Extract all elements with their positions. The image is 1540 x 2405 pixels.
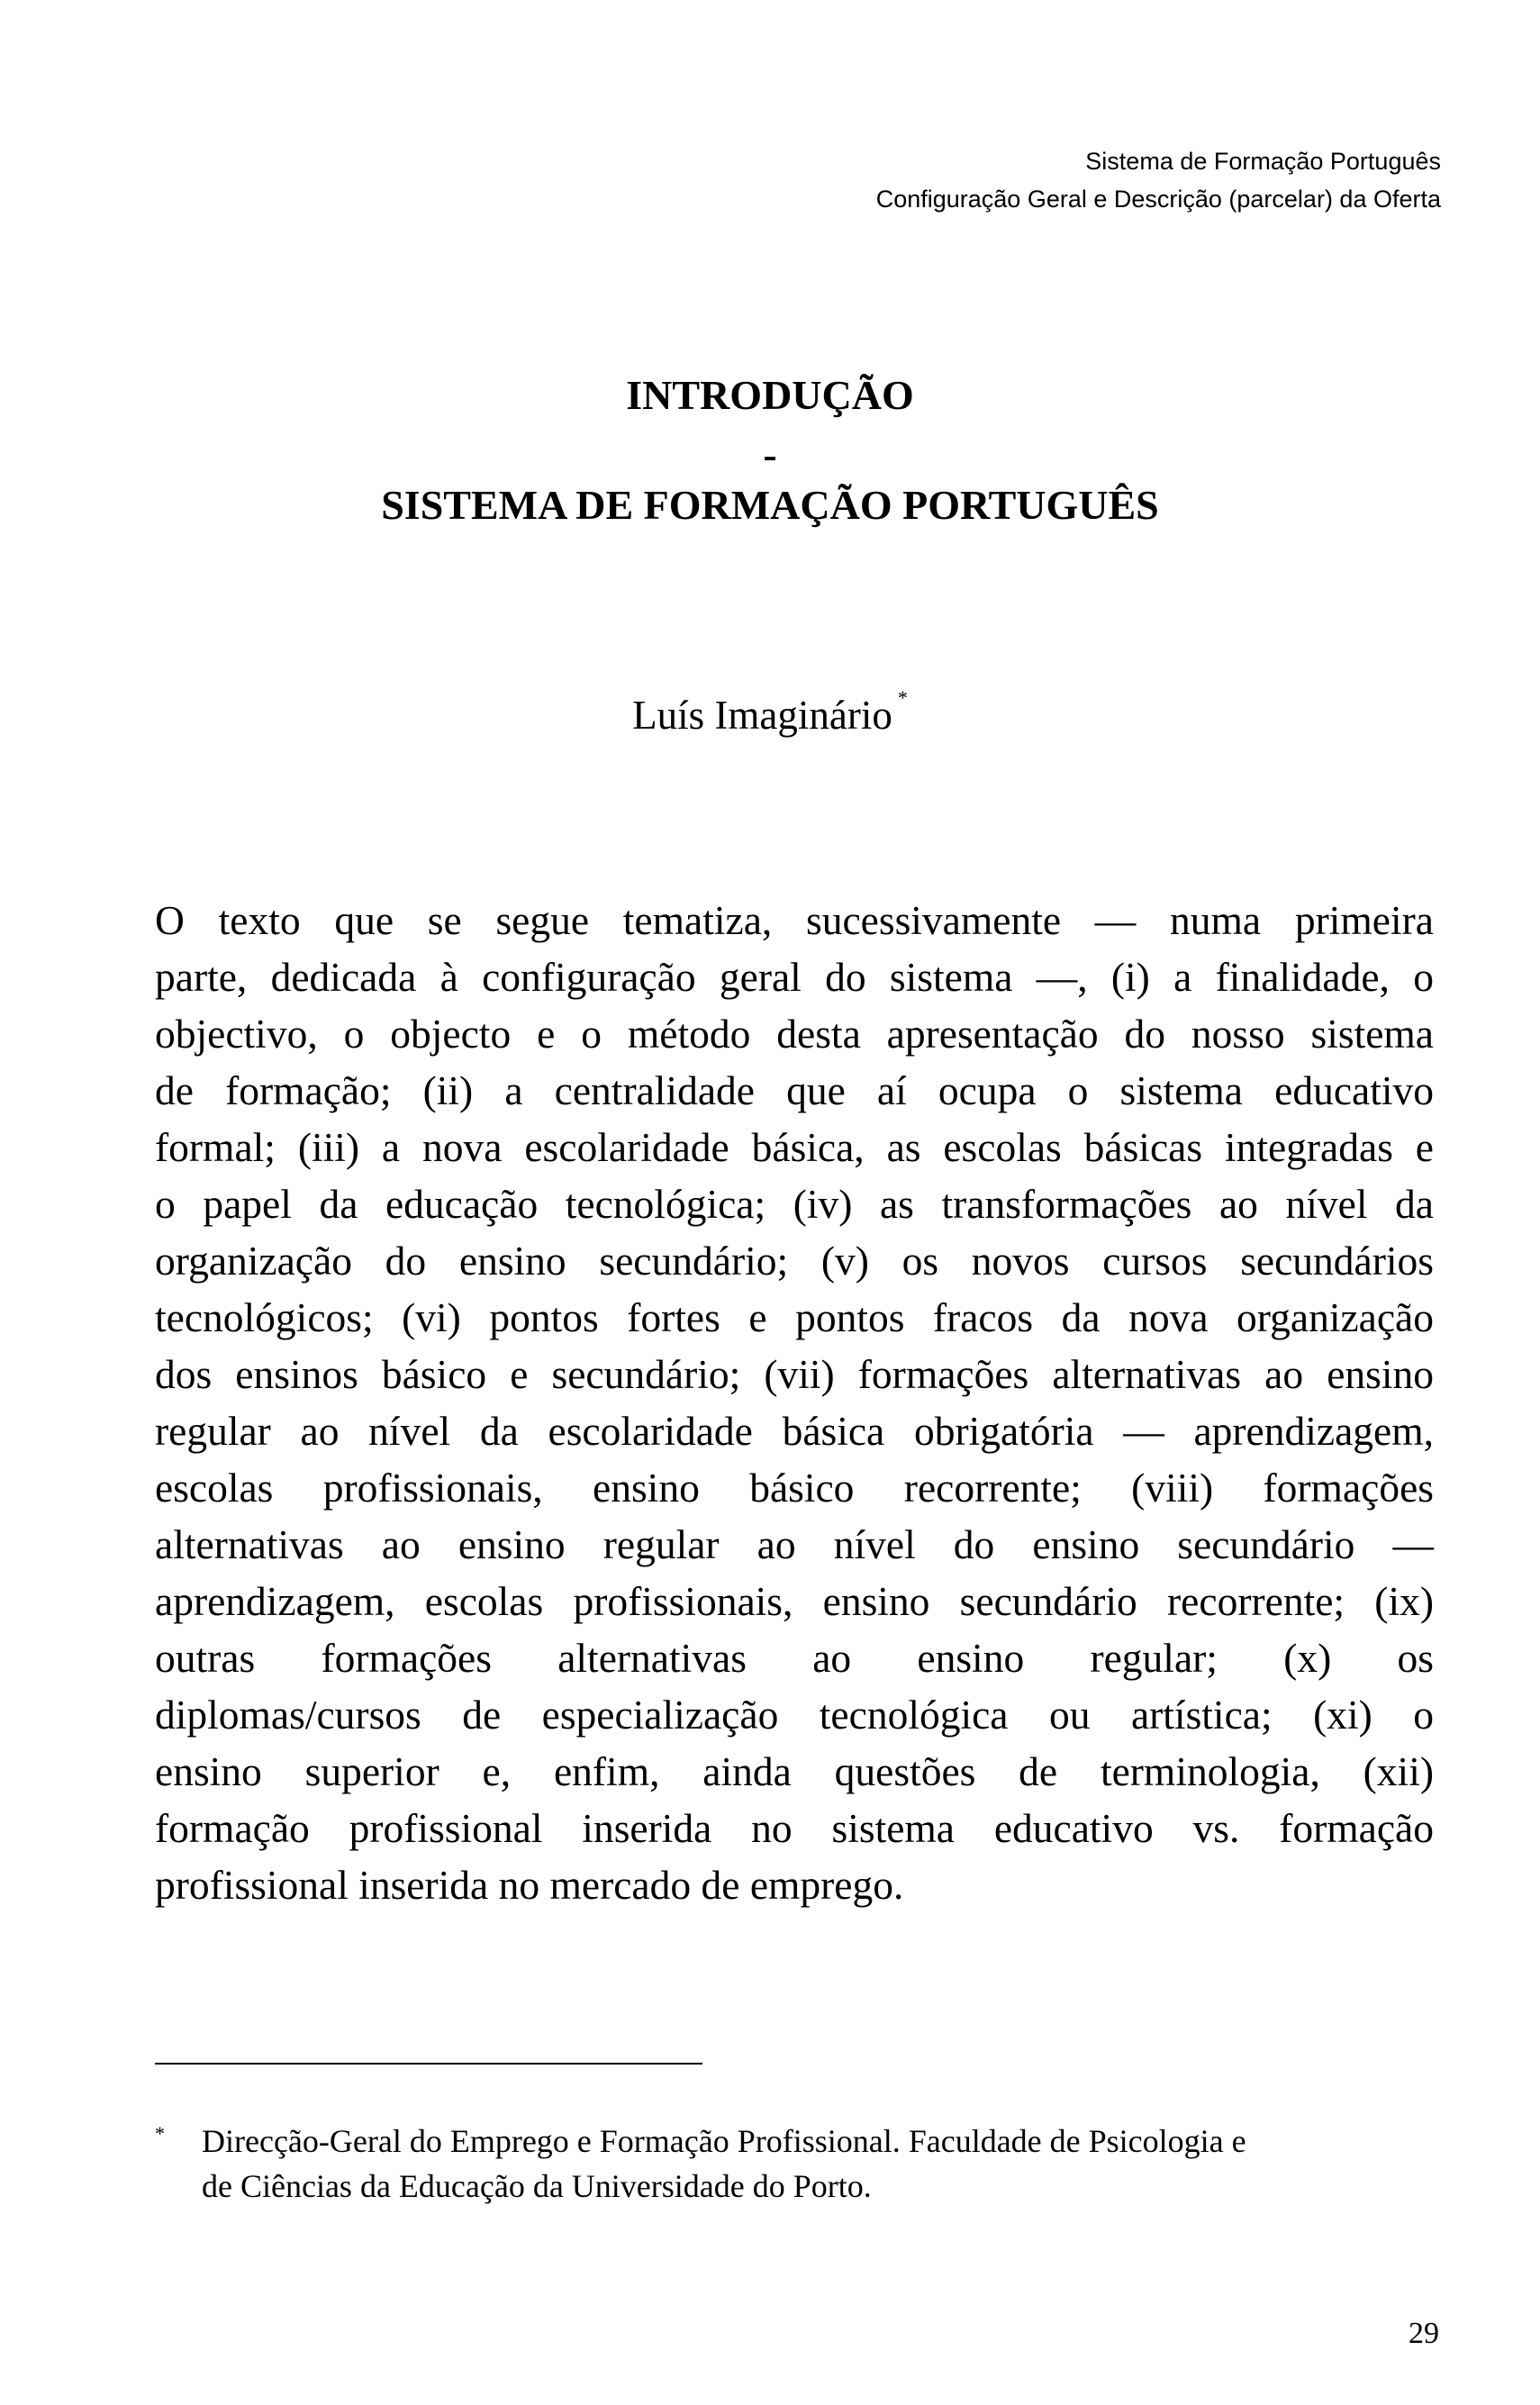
body-line: aprendizagem, escolas profissionais, ensino secundário recorrente; (ix) [155,1578,1434,1624]
body-line: dos ensinos básico e secundário; (vii) formações alternativas ao ensino [155,1351,1434,1397]
body-line: O texto que se segue tematiza, sucessivamente — numa primeira [155,897,1434,943]
running-header-line-2: Configuração Geral e Descrição (parcelar) da Oferta [875,186,1441,213]
running-header [876,142,1441,218]
body-line: alternativas ao ensino regular ao nível do ensino secundário — [155,1521,1434,1567]
chapter-title: INTRODUÇÃO [626,372,914,418]
body-line: regular ao nível da escolaridade básica obrigatória — aprendizagem, [155,1408,1434,1454]
author-name: Luís Imaginário [632,693,892,738]
author-footnote-mark: * [897,686,908,709]
body-paragraph [155,892,1434,1913]
body-line: ensino superior e, enfim, ainda questões de terminologia, (xii) [155,1748,1434,1794]
footnote-line-1: Direcção-Geral do Emprego e Formação Profissional. Faculdade de Psicologia e [202,2123,1246,2159]
body-line: diplomas/cursos de especialização tecnológica ou artística; (xi) o [155,1692,1434,1738]
body-line: formal; (iii) a nova escolaridade básica, as escolas básicas integradas e [155,1124,1434,1170]
running-header-line-1: Sistema de Formação Português [1085,148,1441,175]
footnote-line-2: de Ciências da Educação da Universidade do Porto. [202,2168,872,2204]
footnote [155,2119,1443,2209]
author [0,686,1540,739]
body-line: profissional inserida no mercado de emprego. [155,1862,904,1908]
footnote-mark: * [155,2122,165,2145]
body-line: outras formações alternativas ao ensino regular; (x) os [155,1635,1434,1681]
body-line: formação profissional inserida no sistema educativo vs. formação [155,1805,1434,1851]
chapter-subtitle: SISTEMA DE FORMAÇÃO PORTUGUÊS [381,482,1159,528]
page-number: 29 [1409,2317,1439,2350]
body-line: parte, dedicada à configuração geral do sistema —, (i) a finalidade, o [155,954,1434,1000]
title-separator: - [763,431,777,477]
footnote-divider [155,2063,702,2065]
body-line: organização do ensino secundário; (v) os novos cursos secundários [155,1238,1434,1284]
body-line: escolas profissionais, ensino básico recorrente; (viii) formações [155,1465,1434,1511]
body-line: tecnológicos; (vi) pontos fortes e pontos fracos da nova organização [155,1294,1434,1340]
body-line: de formação; (ii) a centralidade que aí ocupa o sistema educativo [155,1067,1434,1113]
body-line: objectivo, o objecto e o método desta apresentação do nosso sistema [155,1011,1434,1057]
body-line: o papel da educação tecnológica; (iv) as transformações ao nível da [155,1181,1434,1227]
